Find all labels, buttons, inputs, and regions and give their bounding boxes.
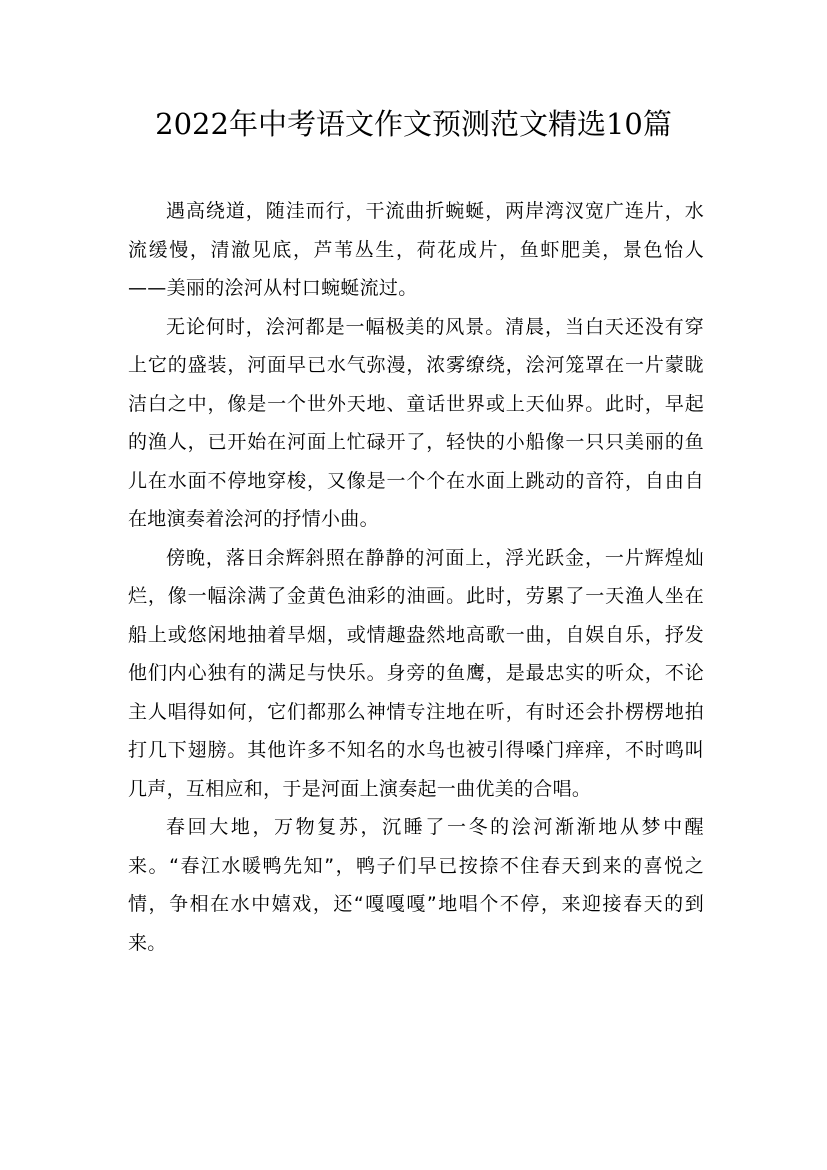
paragraph: 遇高绕道，随洼而行，干流曲折蜿蜒，两岸湾汊宽广连片，水流缓慢，清澈见底，芦苇丛生，荷花成片，鱼虾肥美，景色怡人——美丽的浍河从村口蜿蜒流过。 (128, 200, 704, 299)
paragraph: 傍晚，落日余辉斜照在静静的河面上，浮光跃金，一片辉煌灿烂，像一幅涂满了金黄色油彩的油画。此时，劳累了一天渔人坐在船上或悠闲地抽着旱烟，或情趣盎然地高歌一曲，自娱自乐，抒发他们内心独有的满足与快乐。身旁的鱼鹰，是最忠实的听众，不论主人唱得如何，它们都那么神情专注地在听，有时还会扑楞楞地拍打几下翅膀。其他许多不知名的水鸟也被引得嗓门痒痒，不时鸣叫几声，互相应和，于是河面上演奏起一曲优美的合唱。 (128, 546, 704, 800)
paragraph: 无论何时，浍河都是一幅极美的风景。清晨，当白天还没有穿上它的盛装，河面早已水气弥漫，浓雾缭绕，浍河笼罩在一片蒙眬洁白之中，像是一个世外天地、童话世界或上天仙界。此时，早起的渔人，已开始在河面上忙碌开了，轻快的小船像一只只美丽的鱼儿在水面不停地穿梭，又像是一个个在水面上跳动的音符，自由自在地演奏着浍河的抒情小曲。 (128, 315, 704, 530)
document-body (128, 192, 704, 962)
paragraph: 春回大地，万物复苏，沉睡了一冬的浍河渐渐地从梦中醒来。“春江水暖鸭先知”，鸭子们早已按捺不住春天到来的喜悦之情，争相在水中嬉戏，还“嘎嘎嘎”地唱个不停，来迎接春天的到来。 (128, 816, 704, 954)
document-title: 2022年中考语文作文预测范文精选10篇 (155, 107, 672, 141)
